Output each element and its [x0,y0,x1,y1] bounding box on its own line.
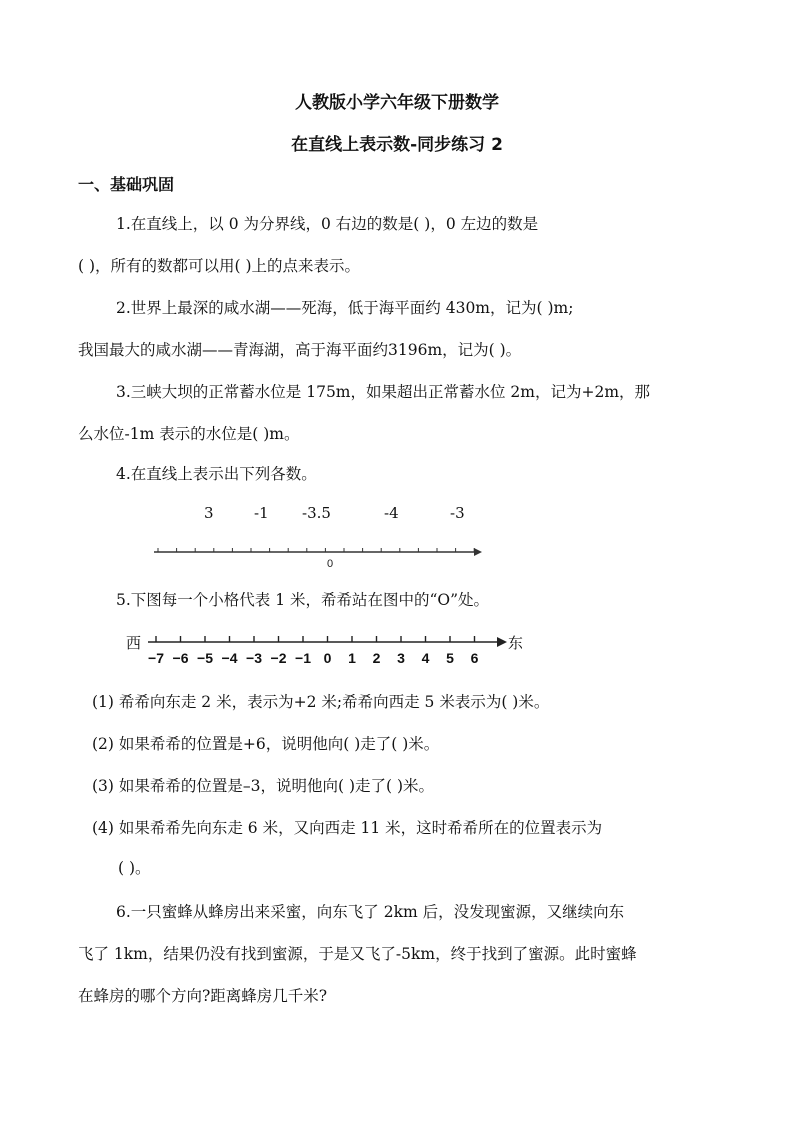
q4-number: -1 [254,504,269,522]
q1-line2: ( )，所有的数都可以用( )上的点来表示。 [78,257,361,275]
q5-ticks [148,636,479,666]
q5-axis-arrow [497,637,507,647]
page-subtitle: 在直线上表示数-同步练习 2 [291,135,503,155]
q5-tick-label: 4 [421,650,430,666]
q5-tick-label: 5 [446,650,454,666]
q6-line3: 在蜂房的哪个方向?距离蜂房几千米? [78,987,328,1005]
q5-tick-label: 1 [348,650,356,666]
q5-tick-label: −3 [246,650,262,666]
q5-number-line [120,628,530,670]
q4-number-line [148,536,488,570]
q5-sub4-line2: ( )。 [118,859,151,877]
q4-zero-label: 0 [326,558,334,570]
east-label: 东 [508,635,524,652]
q4-number: -3.5 [302,504,331,522]
q3-line1: 3.三峡大坝的正常蓄水位是 175m，如果超出正常蓄水位 2m，记为+2m，那 [116,383,651,401]
q5-sub3: (3) 如果希希的位置是–3，说明他向( )走了( )米。 [92,777,435,795]
q5-tick-label: −7 [148,650,164,666]
q4-number: 3 [204,504,214,522]
q4-text: 4.在直线上表示出下列各数。 [116,465,317,483]
page-title: 人教版小学六年级下册数学 [295,93,499,113]
q5-tick-label: −5 [197,650,213,666]
q5-tick-label: 6 [470,650,479,666]
q4-number: -3 [450,504,465,522]
q5-sub1: (1) 希希向东走 2 米，表示为+2 米;希希向西走 5 米表示为( )米。 [92,693,550,711]
section-heading: 一、基础巩固 [78,175,175,194]
q5-tick-label: 2 [372,650,381,666]
q2-line2: 我国最大的咸水湖——青海湖，高于海平面约3196m，记为( )。 [78,341,522,359]
q1-line1: 1.在直线上，以 0 为分界线，0 右边的数是( )，0 左边的数是 [116,215,539,233]
q6-line2: 飞了 1km，结果仍没有找到蜜源，于是又飞了-5km，终于找到了蜜源。此时蜜蜂 [78,945,637,963]
q5-tick-label: −6 [172,650,189,666]
q5-tick-label: 3 [397,650,405,666]
west-label: 西 [126,635,142,652]
q5-sub4-line1: (4) 如果希希先向东走 6 米，又向西走 11 米，这时希希所在的位置表示为 [92,819,603,837]
q5-tick-label: −2 [270,650,287,666]
q2-line1: 2.世界上最深的咸水湖——死海，低于海平面约 430m，记为( )m; [116,299,574,317]
q5-tick-label: −4 [221,650,238,666]
q4-number-list [0,504,794,528]
q5-text: 5.下图每一个小格代表 1 米，希希站在图中的“O”处。 [116,591,490,609]
q5-tick-label: 0 [323,650,332,666]
q3-line2: 么水位-1m 表示的水位是( )m。 [78,425,300,443]
q6-line1: 6.一只蜜蜂从蜂房出来采蜜，向东飞了 2km 后，没发现蜜源，又继续向东 [116,903,625,921]
q4-number: -4 [384,504,399,522]
q5-tick-label: −1 [295,650,311,666]
q5-sub2: (2) 如果希希的位置是+6，说明他向( )走了( )米。 [92,735,440,753]
q4-axis-arrow [474,548,482,556]
